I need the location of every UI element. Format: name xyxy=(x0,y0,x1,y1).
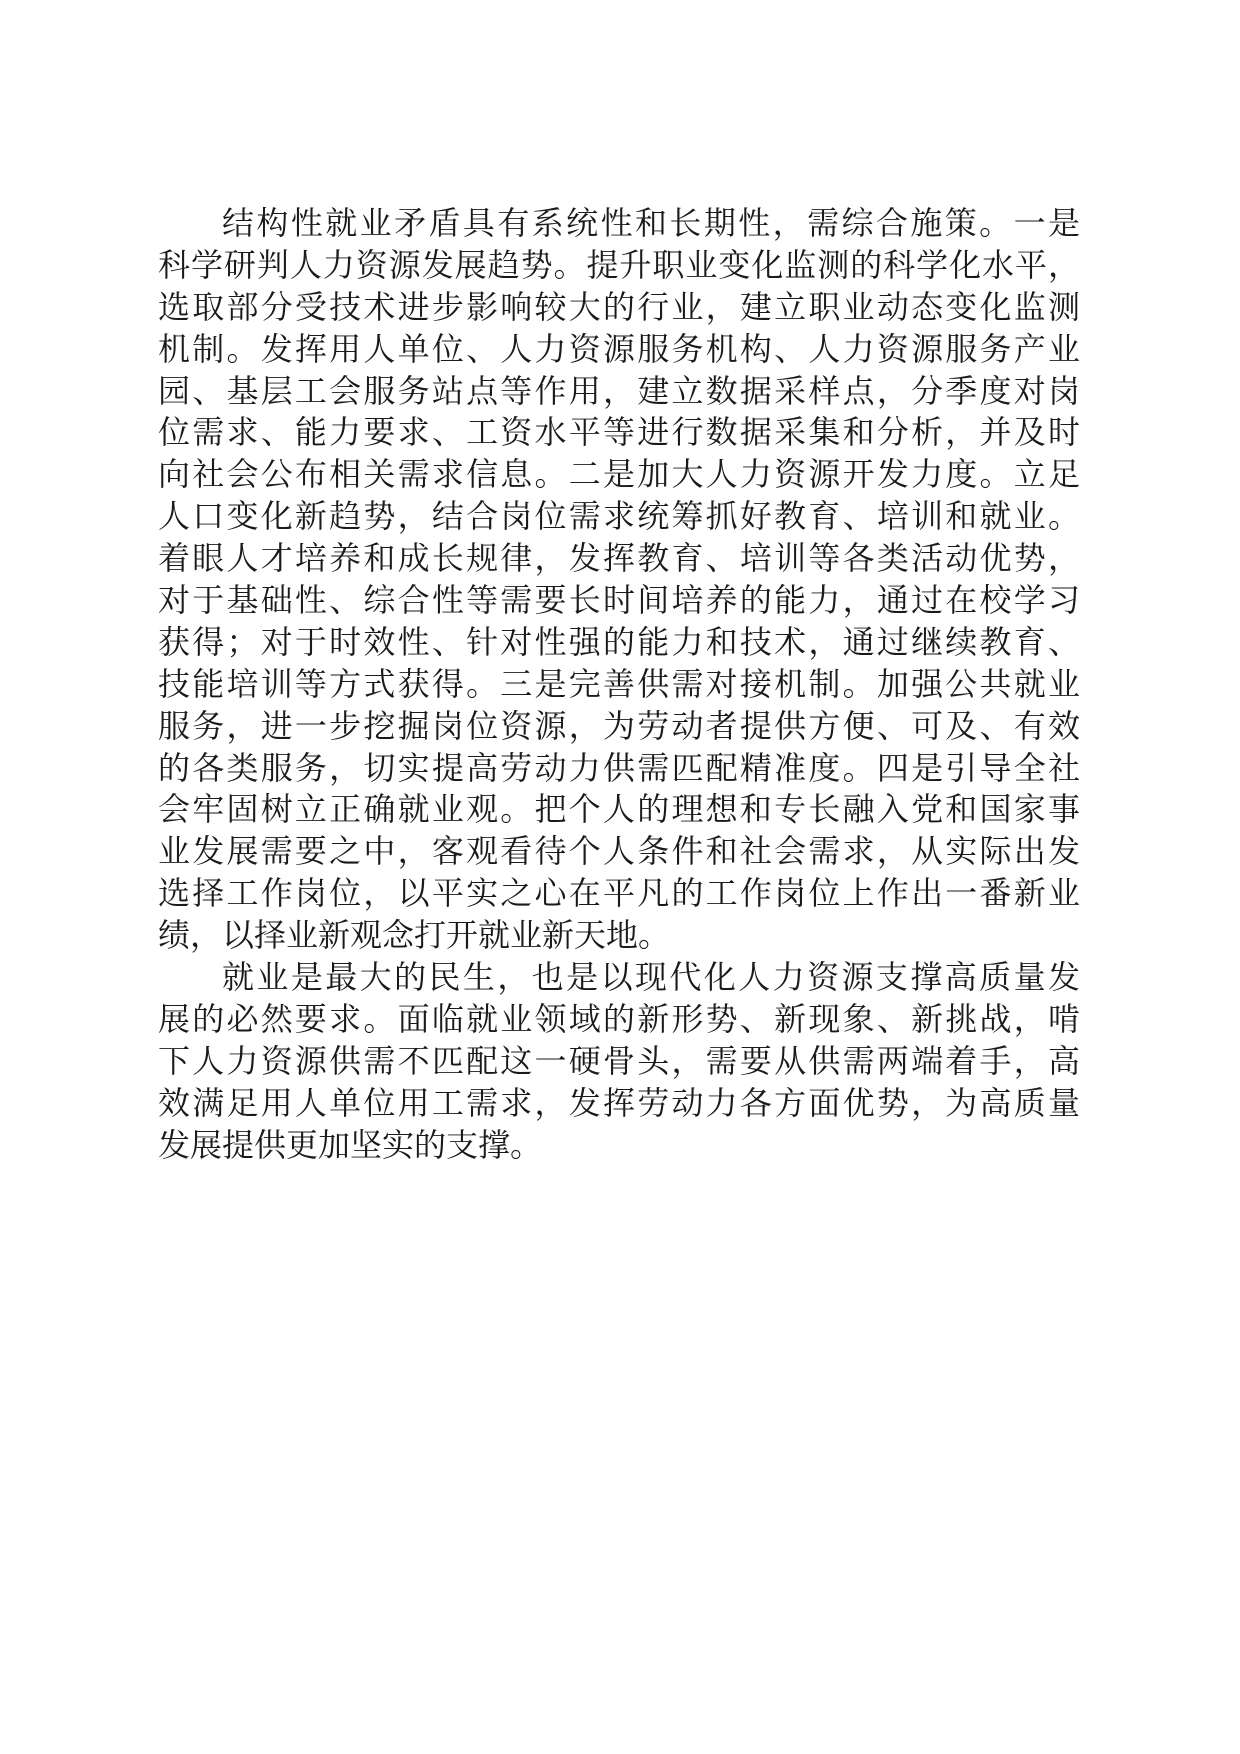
paragraph-line: 选取部分受技术进步影响较大的行业，建立职业动态变化监测 xyxy=(158,287,1080,326)
paragraph-line: 发展提供更加坚实的支撑。 xyxy=(158,1125,543,1164)
paragraph-line: 会牢固树立正确就业观。把个人的理想和专长融入党和国家事 xyxy=(158,790,1080,829)
paragraph-line: 机制。发挥用人单位、人力资源服务机构、人力资源服务产业 xyxy=(158,329,1080,368)
paragraph-line: 获得；对于时效性、针对性强的能力和技术，通过继续教育、 xyxy=(158,622,1080,661)
paragraph-line: 位需求、能力要求、工资水平等进行数据采集和分析，并及时 xyxy=(158,413,1080,452)
paragraph-line: 服务，进一步挖掘岗位资源，为劳动者提供方便、可及、有效 xyxy=(158,706,1080,745)
paragraph-line: 对于基础性、综合性等需要长时间培养的能力，通过在校学习 xyxy=(158,581,1080,620)
paragraph-line: 就业是最大的民生，也是以现代化人力资源支撑高质量发 xyxy=(222,958,1080,997)
paragraph-line: 人口变化新趋势，结合岗位需求统筹抓好教育、培训和就业。 xyxy=(158,497,1080,536)
paragraph-1 xyxy=(158,203,1080,957)
paragraph-line: 展的必然要求。面临就业领域的新形势、新现象、新挑战，啃 xyxy=(158,999,1080,1038)
paragraph-line: 向社会公布相关需求信息。二是加大人力资源开发力度。立足 xyxy=(158,455,1080,494)
paragraph-line: 效满足用人单位用工需求，发挥劳动力各方面优势，为高质量 xyxy=(158,1083,1080,1122)
paragraph-line: 下人力资源供需不匹配这一硬骨头，需要从供需两端着手，高 xyxy=(158,1041,1080,1080)
paragraph-line: 业发展需要之中，客观看待个人条件和社会需求，从实际出发 xyxy=(158,832,1080,871)
paragraph-line: 选择工作岗位，以平实之心在平凡的工作岗位上作出一番新业 xyxy=(158,874,1080,913)
paragraph-line: 绩，以择业新观念打开就业新天地。 xyxy=(158,916,671,955)
paragraph-line: 园、基层工会服务站点等作用，建立数据采样点，分季度对岗 xyxy=(158,371,1080,410)
paragraph-line: 结构性就业矛盾具有系统性和长期性，需综合施策。一是 xyxy=(222,204,1080,242)
document-body xyxy=(158,203,1080,1166)
paragraph-line: 着眼人才培养和成长规律，发挥教育、培训等各类活动优势， xyxy=(158,539,1080,578)
paragraph-line: 的各类服务，切实提高劳动力供需匹配精准度。四是引导全社 xyxy=(158,748,1080,787)
paragraph-2 xyxy=(158,957,1080,1166)
paragraph-line: 科学研判人力资源发展趋势。提升职业变化监测的科学化水平， xyxy=(158,245,1080,284)
paragraph-line: 技能培训等方式获得。三是完善供需对接机制。加强公共就业 xyxy=(158,664,1080,703)
